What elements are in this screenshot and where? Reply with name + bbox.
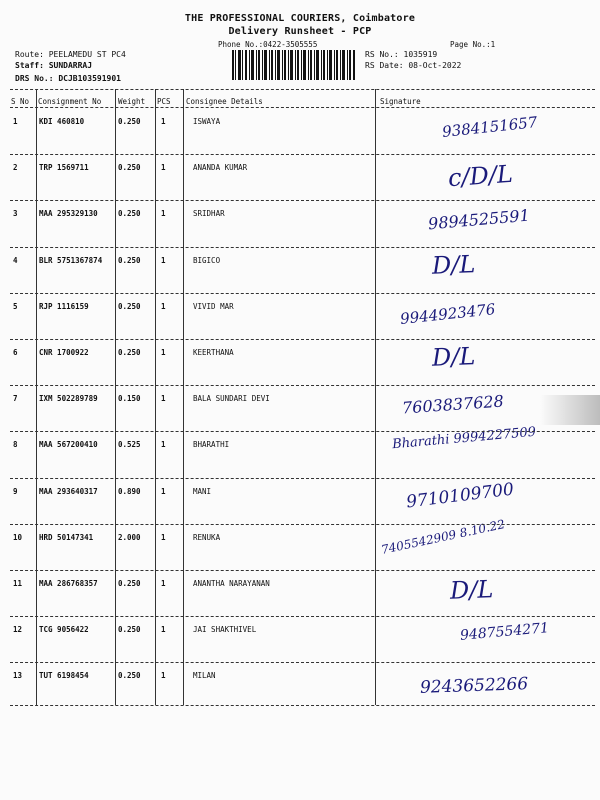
cell-consignment-no: MAA 295329130 <box>39 209 98 219</box>
row-separator <box>10 247 595 248</box>
cell-sno: 3 <box>13 209 18 219</box>
cell-consignee: KEERTHANA <box>193 348 234 357</box>
signature-entry: 7405542909 8.10.22 <box>379 516 507 557</box>
col-header-consignee: Consignee Details <box>186 97 263 106</box>
cell-consignment-no: TCG 9056422 <box>39 625 89 635</box>
row-separator <box>10 431 595 432</box>
barcode-image <box>232 50 355 80</box>
cell-pcs: 1 <box>161 532 166 542</box>
cell-sno: 6 <box>13 348 18 357</box>
cell-consignee: BALA SUNDARI DEVI <box>193 394 270 404</box>
row-separator <box>10 478 595 479</box>
cell-pcs: 1 <box>161 301 166 311</box>
route-label: Route: PEELAMEDU ST PC4 <box>15 50 126 59</box>
signature-entry: c/D/L <box>447 159 514 193</box>
cell-consignment-no: RJP 1116159 <box>39 301 89 311</box>
document-title: Delivery Runsheet - PCP <box>228 26 372 37</box>
col-header-signature: Signature <box>380 97 421 106</box>
signature-entry: 9243652266 <box>419 674 529 699</box>
cell-sno: 1 <box>13 117 18 126</box>
cell-consignment-no: MAA 286768357 <box>39 579 98 588</box>
row-separator <box>10 570 595 571</box>
col-header-weight: Weight <box>118 97 146 106</box>
signature-entry: 9487554271 <box>459 620 550 645</box>
cell-consignee: BIGICO <box>193 255 221 265</box>
column-divider <box>375 89 376 705</box>
cell-pcs: 1 <box>161 440 166 450</box>
cell-pcs: 1 <box>161 209 166 219</box>
cell-sno: 9 <box>13 486 18 496</box>
signature-entry: Bharathi 9994227509 <box>391 425 537 453</box>
cell-consignment-no: MAA 293640317 <box>39 486 98 496</box>
cell-pcs: 1 <box>161 163 166 173</box>
rs-number: RS No.: 1035919 <box>365 50 438 59</box>
cell-sno: 2 <box>13 163 18 173</box>
header-top-rule <box>10 89 595 90</box>
cell-consignee: VIVID MAR <box>193 301 234 311</box>
scan-shadow <box>540 395 600 425</box>
cell-consignee: MANI <box>193 486 212 496</box>
cell-weight: 0.250 <box>118 671 141 681</box>
cell-consignment-no: BLR 5751367874 <box>39 255 103 265</box>
cell-sno: 13 <box>13 671 23 681</box>
cell-consignee: ISWAYA <box>193 117 221 126</box>
row-separator <box>10 154 595 155</box>
cell-sno: 11 <box>13 579 23 588</box>
drs-number: DRS No.: DCJB103591901 <box>15 74 121 83</box>
row-separator <box>10 662 595 663</box>
cell-consignment-no: KDI 460810 <box>39 117 85 126</box>
cell-sno: 5 <box>13 301 18 311</box>
cell-consignment-no: CNR 1700922 <box>39 348 89 357</box>
cell-consignee: RENUKA <box>193 532 221 542</box>
signature-entry: 7603837628 <box>401 391 505 418</box>
cell-weight: 0.250 <box>118 301 141 311</box>
table-bottom-rule <box>10 705 595 706</box>
cell-pcs: 1 <box>161 579 166 588</box>
cell-consignee: ANANTHA NARAYANAN <box>193 579 270 588</box>
cell-weight: 2.000 <box>118 532 141 542</box>
signature-entry: D/L <box>431 342 476 372</box>
column-divider <box>183 89 184 705</box>
cell-weight: 0.250 <box>118 163 141 173</box>
signature-entry: D/L <box>449 575 494 605</box>
cell-sno: 12 <box>13 625 23 635</box>
cell-weight: 0.250 <box>118 625 141 635</box>
cell-pcs: 1 <box>161 255 166 265</box>
signature-entry: 9710109700 <box>405 479 515 513</box>
company-title: THE PROFESSIONAL COURIERS, Coimbatore <box>184 13 416 24</box>
page-number: Page No.:1 <box>450 40 496 49</box>
row-separator <box>10 616 595 617</box>
cell-pcs: 1 <box>161 117 166 126</box>
col-header-pcs: PCS <box>157 97 171 106</box>
cell-consignment-no: TRP 1569711 <box>39 163 89 173</box>
cell-consignee: BHARATHI <box>193 440 230 450</box>
cell-sno: 7 <box>13 394 18 404</box>
row-separator <box>10 200 595 201</box>
cell-weight: 0.250 <box>118 348 141 357</box>
signature-entry: 9384151657 <box>441 113 539 141</box>
cell-pcs: 1 <box>161 486 166 496</box>
signature-entry: 9944923476 <box>399 299 497 328</box>
column-divider <box>115 89 116 705</box>
cell-consignee: JAI SHAKTHIVEL <box>193 625 257 635</box>
column-divider <box>36 89 37 705</box>
cell-consignee: ANANDA KUMAR <box>193 163 248 173</box>
cell-weight: 0.250 <box>118 117 141 126</box>
cell-consignment-no: HRD 50147341 <box>39 532 94 542</box>
cell-weight: 0.150 <box>118 394 141 404</box>
phone-number: Phone No.:0422-3505555 <box>218 40 318 49</box>
cell-consignment-no: IXM 502289789 <box>39 394 98 404</box>
rs-date: RS Date: 08-Oct-2022 <box>365 61 462 70</box>
staff-label: Staff: SUNDARRAJ <box>15 61 93 70</box>
cell-pcs: 1 <box>161 625 166 635</box>
cell-pcs: 1 <box>161 394 166 404</box>
cell-pcs: 1 <box>161 348 166 357</box>
cell-weight: 0.250 <box>118 209 141 219</box>
cell-sno: 4 <box>13 255 18 265</box>
row-separator <box>10 385 595 386</box>
cell-pcs: 1 <box>161 671 166 681</box>
cell-sno: 10 <box>13 532 23 542</box>
cell-sno: 8 <box>13 440 18 450</box>
header-bottom-rule <box>10 107 595 108</box>
cell-consignee: MILAN <box>193 671 216 681</box>
signature-entry: 9894525591 <box>427 205 531 234</box>
col-header-consignment: Consignment No <box>38 97 102 106</box>
cell-consignment-no: TUT 6198454 <box>39 671 89 681</box>
cell-weight: 0.525 <box>118 440 141 450</box>
row-separator <box>10 293 595 294</box>
cell-weight: 0.250 <box>118 255 141 265</box>
cell-consignment-no: MAA 567200410 <box>39 440 98 450</box>
col-header-sno: S No <box>11 97 30 106</box>
row-separator <box>10 339 595 340</box>
cell-consignee: SRIDHAR <box>193 209 225 219</box>
cell-weight: 0.890 <box>118 486 141 496</box>
signature-entry: D/L <box>431 249 476 280</box>
cell-weight: 0.250 <box>118 579 141 588</box>
row-separator <box>10 524 595 525</box>
column-divider <box>155 89 156 705</box>
